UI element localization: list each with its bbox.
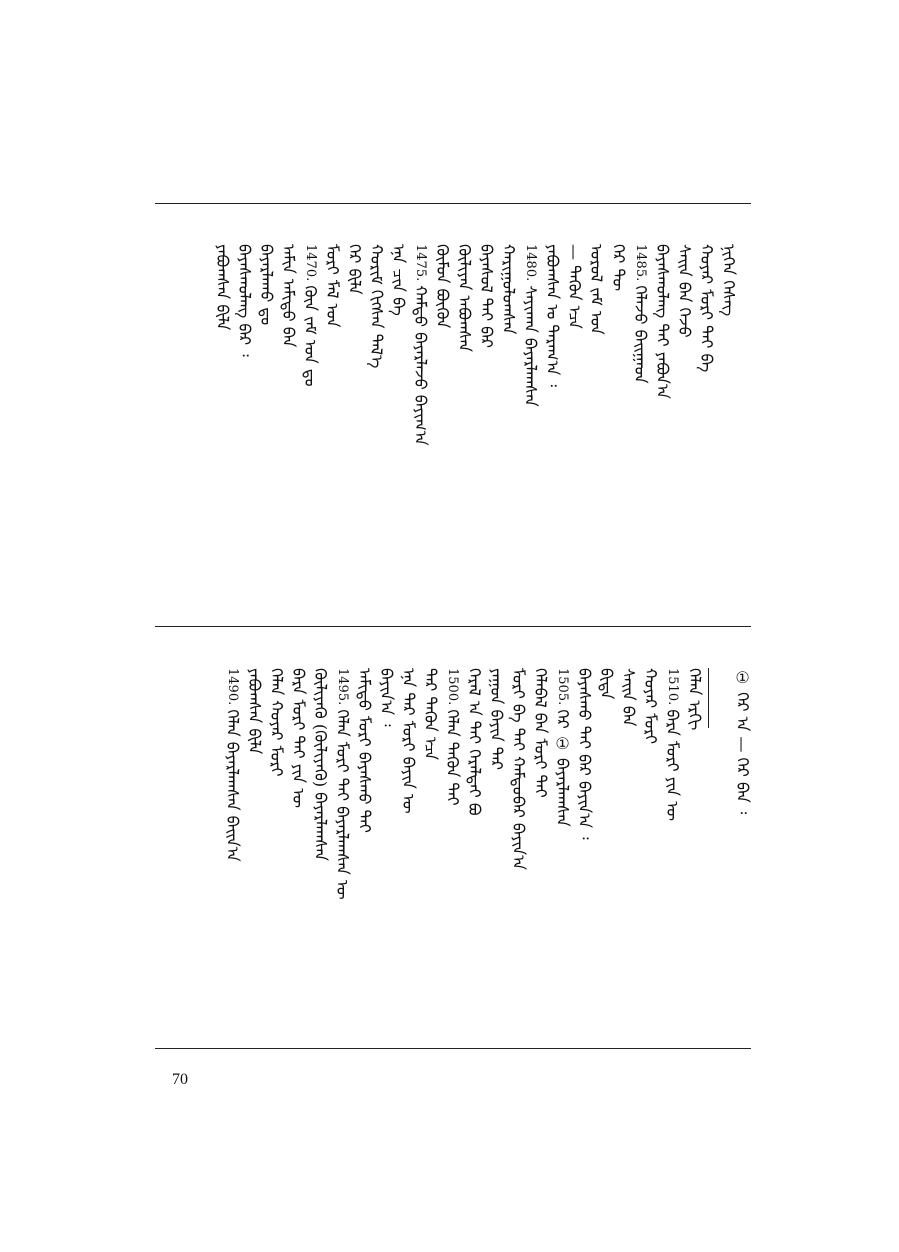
verse-line [718, 244, 738, 316]
footnote [732, 668, 752, 814]
verse-line [684, 668, 704, 730]
verse-text: ᠠᠮᠢᠨ ᠠᠮᠢᠳᠤ ᠪᠡᠨ [279, 244, 298, 348]
verse-line [234, 244, 254, 357]
verse-text: ᠪᠠᠶᠠᠰᠤᠯ ᠲᠠᠢ ᠪᠠᠷ [477, 244, 496, 348]
verse-line [696, 244, 716, 372]
line-number: 1505. [555, 668, 570, 710]
line-number: 1475. [413, 244, 428, 286]
verse-text: ᠭᠡᠷ ① ᠪᠠᠶᠠᠷᠯᠠᠭᠰᠠᠨ [553, 709, 572, 827]
verse-line [256, 244, 276, 325]
verse-text: ᠶᠠᠪᠤᠭᠰᠠᠨ ᠪᠢᠯᠡ [213, 244, 232, 331]
verse-text: ᠬᠡᠯᠡᠨ ᠪᠠᠶᠠᠷᠯᠠᠭᠰᠠᠨ ᠪᠠᠢᠨ᠎ᠠ [223, 709, 242, 862]
verse-line [376, 668, 396, 727]
verse-line [310, 668, 330, 861]
bottom-verse-block [155, 668, 751, 898]
line-number: 1510. [665, 668, 680, 710]
verse-text: ᠬᠡᠯᠡᠨ ᠮᠣᠷᠢ ᠲᠠᠢ ᠪᠠᠶᠠᠷᠯᠠᠭᠰᠠᠨ ᠦ [333, 709, 352, 900]
verse-text: ᠬᠠᠷᠢᠭᠤᠯᠤᠭᠰᠠᠨ [499, 244, 518, 335]
verse-text: ᠬᠡᠯᠡᠪᠡᠯ ᠪᠠᠨ ᠮᠣᠷᠢ ᠲᠠᠢ [531, 668, 550, 798]
verse-text: ᠪᠠᠷᠠ ᠮᠣᠷᠢ ᠲᠠᠢ ᠶᠢᠨ ᠦ [289, 668, 308, 808]
verse-text: ᠭᠡᠷᠡᠯ ᠡᠨ ᠲᠠᠢ ᠭᠡᠷᠡᠯᠲᠡᠢ ᠪᠤ [465, 668, 484, 816]
verse-line [662, 668, 682, 821]
line-number: 1495. [335, 668, 350, 710]
line-number: 1470. [303, 244, 318, 286]
verse-text: ᠪᠠᠶᠢᠨ᠎ᠠ ᠄ [377, 668, 396, 727]
verse-text: ᠬᠦᠨ ᠵᠠᠮ ᠤᠨ ᠳᠤ [301, 285, 320, 387]
verse-line [388, 244, 408, 316]
verse-line [332, 668, 352, 900]
verse-line [574, 668, 594, 840]
verse-text: ᠬᠠᠮᠲᠤ ᠪᠠᠶᠠᠷᠯᠠᠵᠤ ᠪᠠᠶᠢᠭ᠎ᠠ [411, 285, 430, 446]
bottom-rule [155, 1048, 751, 1049]
verse-text: ᠪᠠᠶᠠᠰᠬᠤ ᠲᠠᠢ ᠪᠡᠷ ᠪᠠᠶᠢᠨ᠎ᠠ ᠄ [575, 668, 594, 840]
verse-line [300, 244, 320, 387]
top-verse-block [155, 244, 751, 444]
verse-text: ᠪᠠᠷᠠ ᠮᠣᠷᠢ ᠶᠢᠨ ᠦ [663, 709, 682, 821]
verse-line [586, 244, 606, 335]
line-number: 1480. [523, 244, 538, 286]
verse-line [618, 668, 638, 726]
verse-line [288, 668, 308, 808]
verse-text: ᠬᠣᠶᠠᠷ ᠮᠣᠷᠢ [641, 668, 660, 745]
verse-text: — ᠲᠡᠭᠦᠨ ᠡᠴᠡ [565, 244, 584, 329]
top-rule [155, 203, 751, 204]
verse-text: ᠭᠡᠷ ᠪᠢᠯᠡ [345, 244, 364, 295]
verse-text: ᠮᠣᠷᠢ ᠪᠡ ᠲᠠᠢ ᠬᠠᠮᠲᠤᠪᠠᠷ ᠪᠠᠶᠢᠨ᠎ᠠ [509, 668, 528, 870]
verse-text: ᠰᠠᠢᠨ ᠪᠠᠨ [619, 668, 638, 727]
verse-line [266, 668, 286, 776]
footnote-text: ᠭᠡᠷ ᠡᠨ — ᠭᠡᠷ ᠪᠠᠨ ᠄ [733, 692, 752, 815]
verse-line [498, 244, 518, 334]
verse-text: ᠮᠣᠷᠢ ᠮᠠᠯ ᠤᠨ [323, 244, 342, 328]
verse-line [640, 668, 660, 744]
verse-text: ᠲᠡᠷ ᠲᠡᠭᠦᠨ ᠡᠴᠡ [421, 668, 440, 761]
verse-line [652, 244, 672, 399]
verse-line [212, 244, 232, 330]
verse-text: ᠬᠦᠯᠢᠶᠡᠬᠦ (ᠬᠦᠯᠢᠶᠡᠬᠦ) ᠪᠠᠶᠠᠷᠯᠠᠭᠰᠠᠨ [311, 668, 330, 861]
verse-line [366, 244, 386, 368]
page-number: 70 [172, 1071, 188, 1088]
verse-text: ᠡᠨᠡ ᠲᠡᠷ ᠮᠣᠷᠢ ᠪᠠᠶᠢᠨ ᠦ [399, 668, 418, 814]
verse-line [322, 244, 342, 327]
verse-text: ᠬᠦᠯᠢᠶᠡᠨ ᠠᠪᠤᠭᠰᠠᠨ [455, 244, 474, 352]
verse-text: ᠶᠠᠪᠤᠭᠰᠠᠨ ᠤ ᠳᠠᠷᠠᠭ᠎ᠠ ᠄ [543, 244, 562, 387]
line-number: 1485. [633, 244, 648, 286]
verse-text: ᠨᠢᠭᠡᠨ ᠬᠡᠰᠡᠭ [719, 244, 738, 317]
verse-text: ᠬᠡᠯᠡᠨ ᠬᠣᠶᠠᠷ ᠮᠣᠷᠢ [267, 668, 286, 777]
verse-text: ᠡᠨᠡ ᠴᠢᠨ ᠪᠠ [389, 244, 408, 316]
verse-line [344, 244, 364, 295]
verse-text: ᠬᠡᠯᠡᠨ ᠡᠷᠭᠢ [685, 668, 704, 731]
verse-line [564, 244, 584, 329]
verse-text: ᠶᠠᠭᠤᠨ ᠪᠠᠶᠢᠨ ᠲᠡᠷ [487, 668, 506, 771]
verse-text: ᠪᠠᠶᠠᠰᠬᠤᠯᠠᠩ ᠪᠡᠷ ᠄ [235, 244, 254, 357]
verse-line [630, 244, 650, 384]
verse-text: ᠶᠠᠪᠤᠭᠰᠠᠨ ᠪᠢᠯᠡ [245, 668, 264, 755]
verse-text: ᠣᠷᠣᠯ ᠵᠠᠮ ᠤᠨ [587, 244, 606, 335]
verse-text: ᠬᠣᠶᠠᠷ ᠮᠣᠷᠢ ᠲᠠᠢ ᠪᠠ [697, 244, 716, 373]
verse-line [508, 668, 528, 870]
verse-line [552, 668, 572, 827]
middle-rule [155, 626, 751, 627]
verse-line [674, 244, 694, 338]
footnote-marker: ① [733, 668, 752, 693]
verse-text: ᠬᠡᠯᠡᠨ ᠲᠡᠭᠦᠨ ᠲᠠᠢ [443, 709, 462, 806]
verse-text: ᠬᠣᠷᠢᠮ ᠬᠢᠭᠰᠡᠨ ᠲᠡᠯ᠎ᠡ [367, 244, 386, 369]
verse-line [278, 244, 298, 347]
verse-line [542, 244, 562, 387]
verse-text: ᠠᠮᠢᠲᠤ ᠮᠣᠷᠢ ᠪᠠᠶᠠᠰᠬᠤ ᠲᠠᠢ [355, 668, 374, 833]
verse-text: ᠪᠠᠶᠠᠰᠬᠤᠯᠠᠩ ᠲᠠᠢ ᠶᠠᠪᠤᠨ᠎ᠠ [653, 244, 672, 399]
verse-line [596, 668, 616, 699]
verse-line [520, 244, 540, 407]
verse-line [486, 668, 506, 770]
verse-text: ᠬᠡᠯᠡᠵᠦ ᠪᠠᠢᠭᠠᠳ [631, 285, 650, 384]
verse-text: ᠪᠠᠶᠠᠷᠯᠠᠬᠤ ᠳᠤ [257, 244, 276, 326]
verse-line [354, 668, 374, 833]
line-number: 1490. [225, 668, 240, 710]
verse-line [410, 244, 430, 446]
line-number: 1500. [445, 668, 460, 710]
verse-line [608, 244, 628, 291]
verse-line [244, 668, 264, 754]
verse-line [222, 668, 242, 862]
verse-line [432, 244, 452, 328]
verse-line [442, 668, 462, 806]
verse-line [420, 668, 440, 760]
verse-text: ᠰᠠᠢᠨ ᠪᠠᠨ ᠭᠡᠵᠦ [675, 244, 694, 338]
verse-line [476, 244, 496, 348]
verse-line [530, 668, 550, 798]
verse-text: ᠬᠦᠮᠦᠨ ᠪᠦᠬᠦᠨ [433, 244, 452, 329]
verse-text: ᠪᠢᠳᠡ [597, 668, 616, 700]
verse-line [454, 244, 474, 352]
verse-text: ᠭᠡᠷ ᠲᠦ [609, 244, 628, 292]
verse-text: ᠰᠠᠶᠢᠬᠠᠨ ᠪᠠᠶᠠᠷᠯᠠᠭᠰᠠᠨ [521, 285, 540, 407]
verse-line [398, 668, 418, 814]
verse-line [464, 668, 484, 816]
